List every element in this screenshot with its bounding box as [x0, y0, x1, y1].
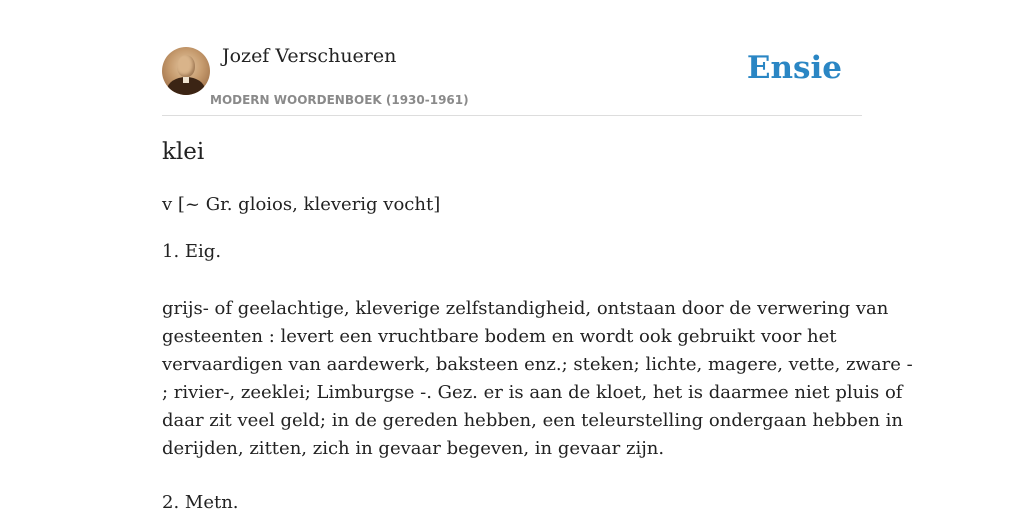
definition-line: ; rivier-, zeeklei; Limburgse -. Gez. er is aan de kloet, het is daarmee niet pluis of: [162, 382, 903, 403]
avatar-head-shape: [177, 55, 195, 77]
header-divider: [162, 115, 862, 116]
definition-line: gesteenten : levert een vruchtbare bodem en wordt ook gebruikt voor het: [162, 326, 837, 347]
author-avatar[interactable]: [162, 47, 210, 95]
entry-headword: klei: [162, 139, 205, 165]
sense-1-definition: [162, 295, 913, 463]
avatar-collar-shape: [183, 77, 189, 83]
definition-line: grijs- of geelachtige, kleverige zelfstandigheid, ontstaan door de verwering van: [162, 298, 889, 319]
definition-line: vervaardigen van aardewerk, baksteen enz.; steken; lichte, magere, vette, zware -: [162, 354, 913, 375]
sense-2-label: 2. Metn.: [162, 492, 239, 512]
definition-line: daar zit veel geld; in de gereden hebben, een teleurstelling ondergaan hebben in: [162, 410, 904, 431]
definition-line: derijden, zitten, zich in gevaar begeven, in gevaar zijn.: [162, 438, 665, 459]
ensie-logo[interactable]: Ensie: [746, 50, 842, 86]
entry-grammar: v [~ Gr. gloios, kleverig vocht]: [162, 194, 441, 215]
dictionary-name[interactable]: MODERN WOORDENBOEK (1930-1961): [210, 93, 469, 107]
sense-1-label: 1. Eig.: [162, 241, 222, 262]
author-name[interactable]: Jozef Verschueren: [222, 45, 397, 67]
